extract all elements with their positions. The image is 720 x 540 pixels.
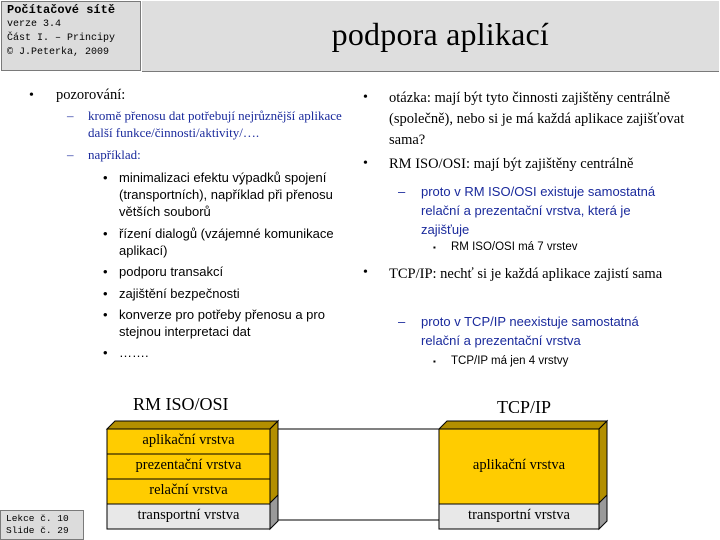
bullet-icon: •	[103, 345, 108, 360]
bullet-icon: •	[363, 90, 368, 105]
version-text: verze 3.4	[7, 19, 62, 30]
bullet-icon: •	[363, 156, 368, 171]
osi-layer-label: aplikační vrstva	[142, 432, 235, 448]
dash-icon: –	[398, 184, 406, 199]
bullet-icon: •	[103, 170, 108, 185]
bullet-icon: •	[103, 286, 108, 301]
lesson-number: Lekce č. 10	[6, 513, 69, 524]
list-item: minimalizaci efektu výpadků spojení (transportních), například při přenosu větších souborů	[119, 170, 333, 219]
example-heading: například:	[88, 147, 141, 162]
tcp-reason: proto v TCP/IP neexistuje samostatná relační a prezentační vrstva	[421, 314, 639, 348]
list-item: podporu transakcí	[119, 264, 224, 279]
tcp-stack-top-face	[439, 421, 607, 429]
osi-statement: RM ISO/OSI: mají být zajištěny centrálně	[389, 156, 634, 172]
dash-icon: –	[398, 314, 406, 329]
slide-number-box	[0, 510, 84, 540]
dash-icon: –	[67, 147, 74, 162]
tcp-statement: TCP/IP: nechť si je každá aplikace zajistí sama	[389, 266, 663, 282]
square-bullet-icon: ▪	[433, 243, 436, 252]
slide-title: podpora aplikací	[331, 16, 549, 52]
list-item: …….	[119, 345, 149, 360]
list-item: konverze pro potřeby přenosu a pro stejnou interpretaci dat	[119, 307, 325, 339]
osi-reason: proto v RM ISO/OSI existuje samostatná relační a prezentační vrstva, která je zajišťuje	[421, 184, 656, 237]
tcp-model-label: TCP/IP	[497, 397, 552, 417]
dash-icon: –	[67, 108, 74, 123]
slide-number: Slide č. 29	[6, 525, 69, 536]
osi-layer-label: relační vrstva	[149, 482, 228, 498]
observation-text: kromě přenosu dat potřebují nejrůznější aplikace další funkce/činnosti/aktivity/….	[88, 108, 342, 140]
osi-stack-side-highlight	[270, 421, 278, 503]
observation-heading: pozorování:	[56, 87, 126, 103]
tcp-layer-label: aplikační vrstva	[472, 457, 566, 473]
bullet-icon: •	[103, 226, 108, 241]
bullet-icon: •	[103, 307, 108, 322]
bullet-icon: •	[363, 265, 368, 280]
list-item: zajištění bezpečnosti	[119, 286, 240, 301]
tcp-layer-label: transportní vrstva	[468, 507, 570, 523]
part-text: Část I. – Principy	[7, 33, 116, 44]
author-text: © J.Peterka, 2009	[7, 47, 110, 58]
square-bullet-icon: ▪	[433, 357, 436, 366]
list-item: řízení dialogů (vzájemné komunikace aplikací)	[119, 226, 334, 258]
tcp-stack-side-highlight	[599, 421, 607, 503]
tcp-layer-count: TCP/IP má jen 4 vrstvy	[451, 355, 569, 367]
question-text: otázka: mají být tyto činnosti zajištěny centrálně (společně), nebo si je má každá aplikace zajišťovat sama?	[389, 90, 685, 148]
osi-layer-label: prezentační vrstva	[135, 457, 242, 473]
osi-layer-count: RM ISO/OSI má 7 vrstev	[451, 241, 578, 253]
osi-layer-label: transportní vrstva	[137, 507, 240, 523]
bullet-icon: •	[29, 88, 34, 103]
course-title: Počítačové sítě	[7, 3, 116, 17]
osi-stack-top-face	[107, 421, 278, 429]
bullet-icon: •	[103, 264, 108, 279]
osi-model-label: RM ISO/OSI	[133, 394, 229, 414]
